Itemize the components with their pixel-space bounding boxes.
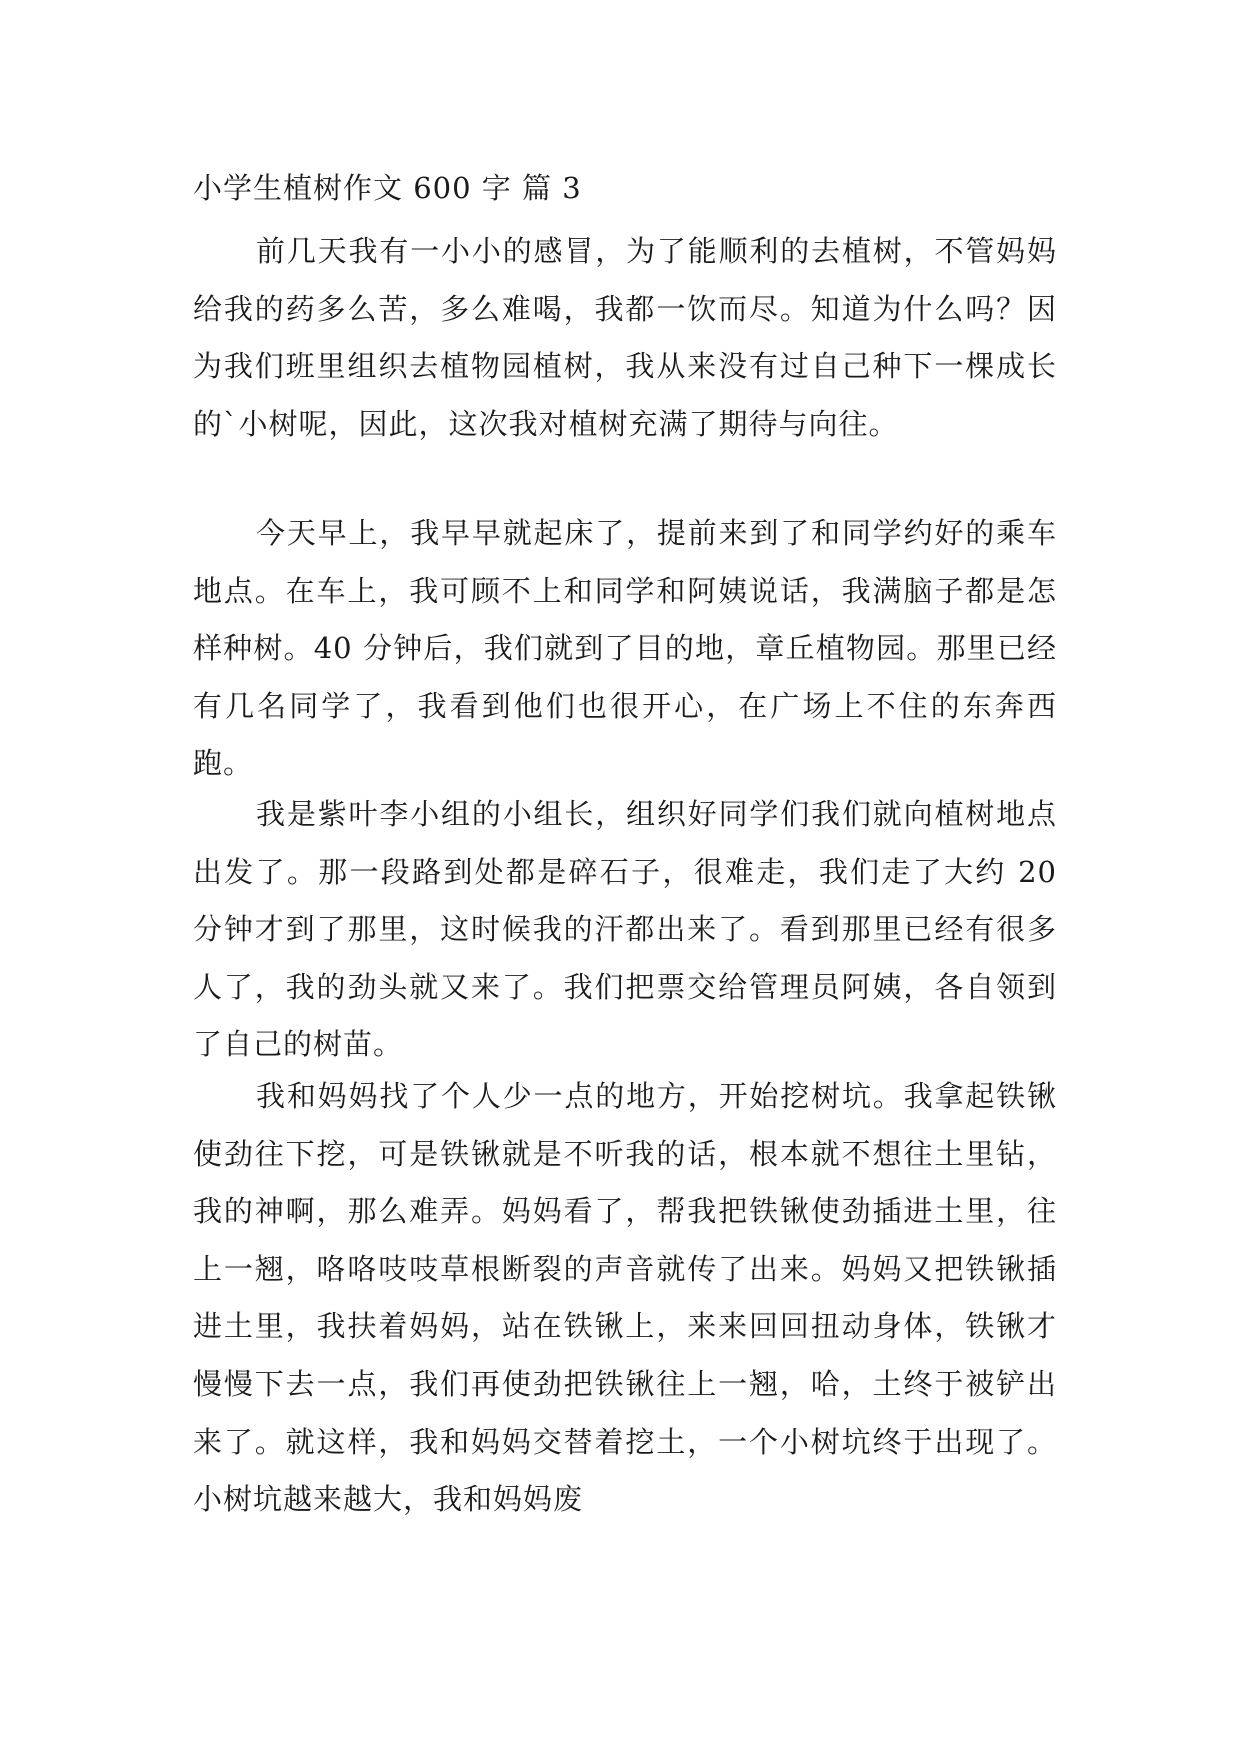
paragraph-4: 我和妈妈找了个人少一点的地方，开始挖树坑。我拿起铁锹使劲往下挖，可是铁锹就是不听我的话，根本就不想往土里钻，我的神啊，那么难弄。妈妈看了，帮我把铁锹使劲插进土里，往上一翘，咯咯吱吱草根断裂的声音就传了出来。妈妈又把铁锹插进土里，我扶着妈妈，站在铁锹上，来来回回扭动身体，铁锹才慢慢下去一点，我们再使劲把铁锹往上一翘，哈，土终于被铲出来了。就这样，我和妈妈交替着挖土，一个小树坑终于出现了。小树坑越来越大，我和妈妈废 [193,1079,1057,1517]
essay-title: 小学生植树作文 600 字 篇 3 [193,171,582,205]
paragraph-3: 我是紫叶李小组的小组长，组织好同学们我们就向植树地点出发了。那一段路到处都是碎石子，很难走，我们走了大约 20 分钟才到了那里，这时候我的汗都出来了。看到那里已经有很多人了，我的劲头就又来了。我们把票交给管理员阿姨，各自领到了自己的树苗。 [193,797,1057,1062]
paragraph-2: 今天早上，我早早就起床了，提前来到了和同学约好的乘车地点。在车上，我可顾不上和同学和阿姨说话，我满脑子都是怎样种树。40 分钟后，我们就到了目的地，章丘植物园。那里已经有几名同学了，我看到他们也很开心，在广场上不住的东奔西跑。 [193,516,1057,781]
paragraph-1: 前几天我有一小小的感冒，为了能顺利的去植树，不管妈妈给我的药多么苦，多么难喝，我都一饮而尽。知道为什么吗？因为我们班里组织去植物园植树，我从来没有过自己种下一棵成长的`小树呢，因此，这次我对植树充满了期待与向往。 [193,234,1057,441]
